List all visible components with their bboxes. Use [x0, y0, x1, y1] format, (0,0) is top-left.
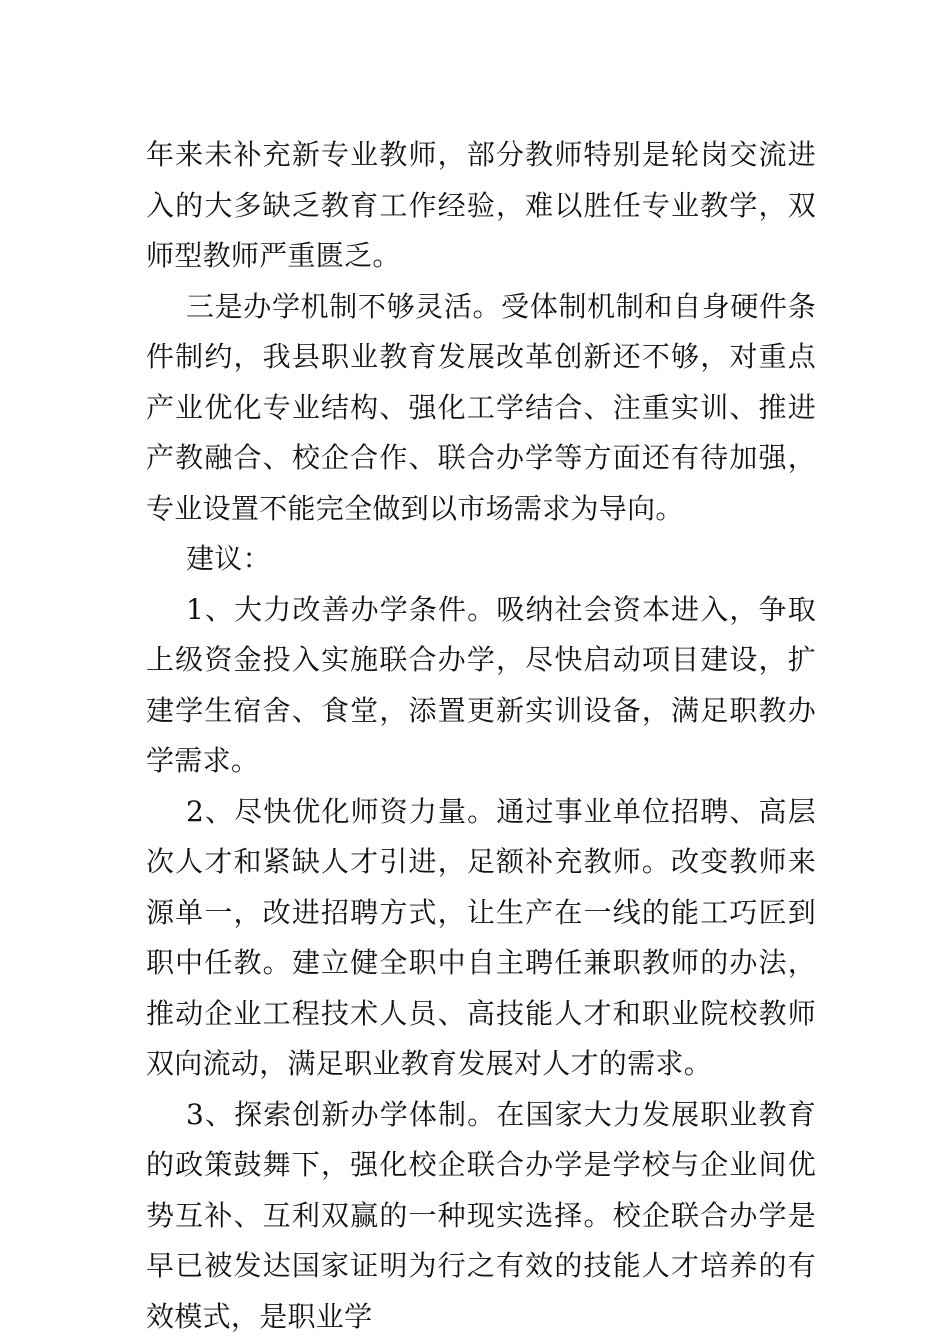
paragraph-suggestion-1: 1、大力改善办学条件。吸纳社会资本进入，争取上级资金投入实施联合办学，尽快启动项目建设，扩建学生宿舍、食堂，添置更新实训设备，满足职教办学需求。 — [146, 592, 816, 777]
paragraph-mechanism-issue: 三是办学机制不够灵活。受体制机制和自身硬件条件制约，我县职业教育发展改革创新还不够，对重点产业优化专业结构、强化工学结合、注重实训、推进产教融合、校企合作、联合办学等方面还有待加强，专业设置不能完全做到以市场需求为导向。 — [146, 289, 816, 525]
paragraph-continuation: 年来未补充新专业教师，部分教师特别是轮岗交流进入的大多缺乏教育工作经验，难以胜任专业教学，双师型教师严重匮乏。 — [146, 138, 816, 272]
paragraph-suggestion-2: 2、尽快优化师资力量。通过事业单位招聘、高层次人才和紧缺人才引进，足额补充教师。改变教师来源单一，改进招聘方式，让生产在一线的能工巧匠到职中任教。建立健全职中自主聘任兼职教师的办法，推动企业工程技术人员、高技能人才和职业院校教师双向流动，满足职业教育发展对人才的需求。 — [146, 794, 816, 1080]
paragraph-suggestion-3: 3、探索创新办学体制。在国家大力发展职业教育的政策鼓舞下，强化校企联合办学是学校与企业间优势互补、互利双赢的一种现实选择。校企联合办学是早已被发达国家证明为行之有效的技能人才培养的有效模式，是职业学 — [146, 1097, 816, 1333]
document-body — [146, 130, 816, 1342]
paragraph-suggestions-heading: 建议： — [186, 542, 271, 575]
